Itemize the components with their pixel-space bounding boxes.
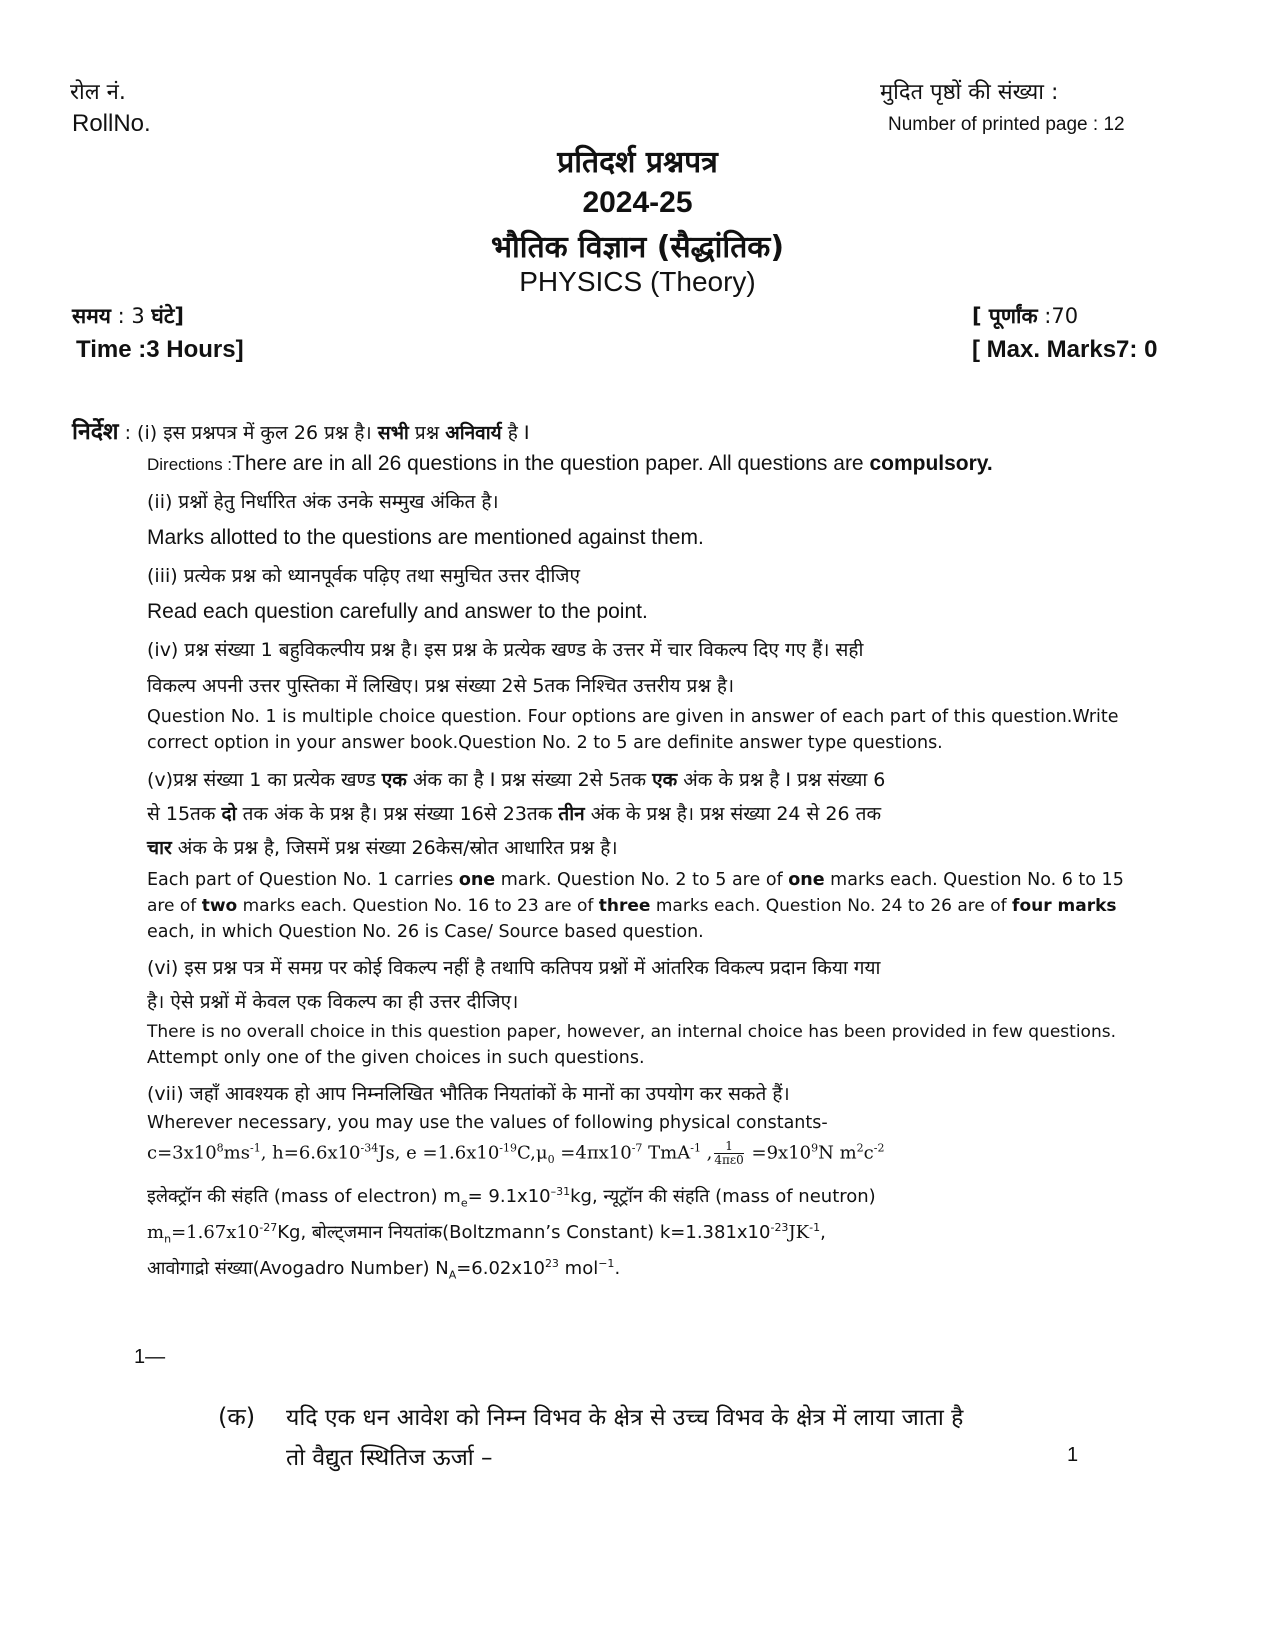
question-text-line-1: यदि एक धन आवेश को निम्न विभव के क्षेत्र से उच्च विभव के क्षेत्र में लाया जाता है <box>286 1405 964 1431</box>
direction-iii-hindi: (iii) प्रत्येक प्रश्न को ध्यानपूर्वक पढ़िए तथा समुचित उत्तर दीजिए <box>147 565 580 587</box>
direction-vii-english: Wherever necessary, you may use the values of following physical constants- <box>147 1113 828 1133</box>
direction-iii-english: Read each question carefully and answer to the point. <box>147 600 648 623</box>
direction-iv-english-2: correct option in your answer book.Question No. 2 to 5 are definite answer type questions. <box>147 733 943 753</box>
direction-i-hindi: निर्देश : (i) इस प्रश्नपत्र में कुल 26 प्रश्न है। सभी प्रश्न अनिवार्य है I <box>72 419 530 445</box>
direction-v-hindi-2: से 15तक दो तक अंक के प्रश्न है। प्रश्न संख्या 16से 23तक तीन अंक के प्रश्न है। प्रश्न संख्या 24 से 26 तक <box>147 803 882 825</box>
constants-line-2: इलेक्ट्रॉन की संहति (mass of electron) $m_e= 9.1x10^{-31}kg$, न्यूट्रॉन की संहति (mass of neutron) <box>147 1185 876 1210</box>
direction-vi-hindi-2: है। ऐसे प्रश्नों में केवल एक विकल्प का ही उत्तर दीजिए। <box>147 991 519 1013</box>
direction-vi-english-2: Attempt only one of the given choices in such questions. <box>147 1048 645 1068</box>
direction-v-hindi-1: (v)प्रश्न संख्या 1 का प्रत्येक खण्ड एक अंक का है I प्रश्न संख्या 2से 5तक एक अंक के प्रश्न है I प्रश्न संख्या 6 <box>147 769 886 791</box>
direction-v-english-3: each, in which Question No. 26 is Case/ Source based question. <box>147 922 704 942</box>
constants-line-4: आवोगाद्रो संख्या(Avogadro Number) $N_A=6.02x10^{23}$ mol$^{-1}$. <box>147 1257 621 1282</box>
direction-v-english-2: are of two marks each. Question No. 16 to 23 are of three marks each. Question No. 24 to 26 are of four marks <box>147 896 1117 916</box>
direction-v-english-1: Each part of Question No. 1 carries one mark. Question No. 2 to 5 are of one marks each. Question No. 6 to 15 <box>147 870 1124 890</box>
direction-vi-hindi-1: (vi) इस प्रश्न पत्र में समग्र पर कोई विकल्प नहीं है तथापि कतिपय प्रश्नों में आंतरिक विकल्प प्रदान किया गया <box>147 957 881 979</box>
roll-label-hindi: रोल नं. <box>70 80 126 105</box>
question-part-label: (क) <box>218 1403 256 1431</box>
question-marks: 1 <box>1067 1444 1079 1466</box>
constants-line-1: $c=3x10^8ms^{-1}$, $h=6.6x10^{-34}Js$, $e =1.6x10^{-19}C,\mu_0 =4\pi x10^{-7}$ TmA$^{-1}$ , $\frac{1}{4\pi\varepsilon 0}$ $=9x10^9N$ $m^2c^{-2}$ <box>147 1139 885 1167</box>
printed-pages-hindi: मुदित पृष्ठों की संख्या : <box>880 80 1059 105</box>
subject-english: PHYSICS (Theory) <box>519 266 756 297</box>
question-text-line-2: तो वैद्युत स्थितिज ऊर्जा – <box>286 1445 493 1471</box>
time-english: Time :3 Hours] <box>76 336 244 363</box>
direction-vii-hindi: (vii) जहाँ आवश्यक हो आप निम्नलिखित भौतिक नियतांकों के मानों का उपयोग कर सकते हैं। <box>147 1083 790 1105</box>
paper-title-hindi: प्रतिदर्श प्रश्नपत्र <box>557 145 718 180</box>
roll-label-english: RollNo. <box>72 110 151 137</box>
direction-ii-english: Marks allotted to the questions are mentioned against them. <box>147 526 704 549</box>
direction-iv-english-1: Question No. 1 is multiple choice question. Four options are given in answer of each part of this question.Write <box>147 707 1119 727</box>
direction-i-english: Directions :There are in all 26 questions in the question paper. All questions are compulsory. <box>147 452 993 475</box>
max-marks-english: [ Max. Marks7: 0 <box>972 336 1158 363</box>
max-marks-hindi: [ पूर्णांक :70 <box>972 304 1079 328</box>
direction-v-hindi-3: चार अंक के प्रश्न है, जिसमें प्रश्न संख्या 26केस/स्रोत आधारित प्रश्न है। <box>147 837 618 859</box>
direction-iv-hindi-2: विकल्प अपनी उत्तर पुस्तिका में लिखिए। प्रश्न संख्या 2से 5तक निश्चित उत्तरीय प्रश्न है। <box>147 675 735 697</box>
time-hindi: समय : 3 घंटे] <box>72 304 184 328</box>
direction-vi-english-1: There is no overall choice in this question paper, however, an internal choice has been provided in few questions. <box>147 1022 1116 1042</box>
paper-year: 2024-25 <box>582 186 693 219</box>
question-number: 1— <box>134 1346 166 1368</box>
direction-ii-hindi: (ii) प्रश्नों हेतु निर्धारित अंक उनके सम्मुख अंकित है। <box>147 491 499 513</box>
printed-pages-english: Number of printed page : 12 <box>888 114 1125 135</box>
constants-line-3: $m_n=1.67x10^{-27}Kg$, बोल्ट्जमान नियतांक(Boltzmann’s Constant) $k=1.381x10^{-23}JK^{-1}$, <box>147 1221 826 1246</box>
coulomb-constant-fraction: $\frac{1}{4\pi\varepsilon 0}$ <box>714 1139 744 1167</box>
subject-hindi: भौतिक विज्ञान (सैद्धांतिक) <box>490 230 785 265</box>
direction-iv-hindi-1: (iv) प्रश्न संख्या 1 बहुविकल्पीय प्रश्न है। इस प्रश्न के प्रत्येक खण्ड के उत्तर में चार विकल्प दिए गए हैं। सही <box>147 639 864 661</box>
